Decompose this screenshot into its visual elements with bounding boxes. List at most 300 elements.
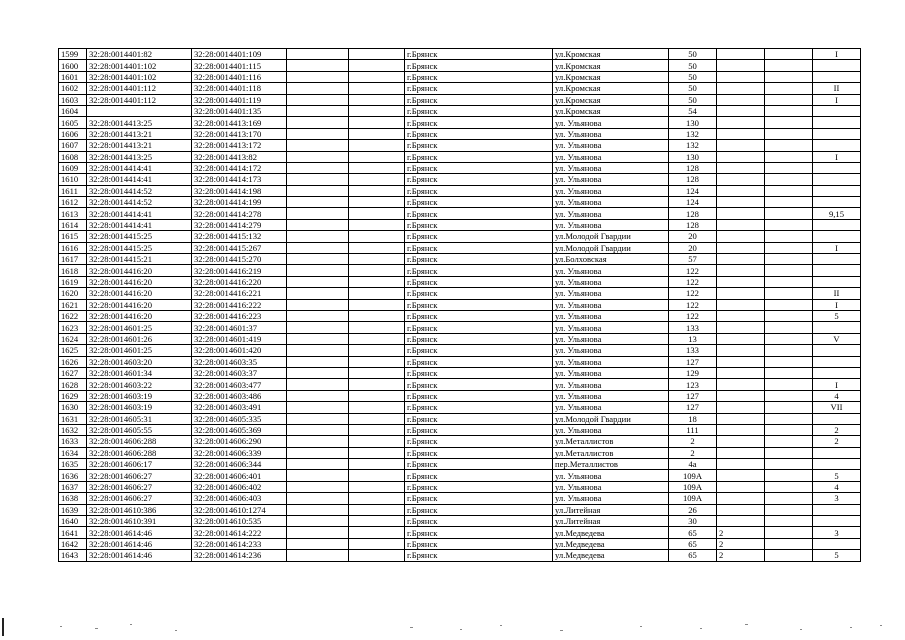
building-number (717, 288, 765, 299)
house-number: 20 (669, 242, 717, 253)
empty-cell (287, 151, 349, 162)
cadastral-parent: 32:28:0014601:26 (87, 333, 192, 344)
building-number (717, 105, 765, 116)
row-number: 1639 (59, 504, 87, 515)
row-number: 1624 (59, 333, 87, 344)
empty-cell (287, 231, 349, 242)
city-name: г.Брянск (405, 151, 553, 162)
table-row (59, 83, 861, 94)
building-number: 2 (717, 527, 765, 538)
empty-cell (765, 60, 813, 71)
empty-cell (349, 140, 405, 151)
empty-cell (287, 60, 349, 71)
table-row (59, 162, 861, 173)
empty-cell (287, 367, 349, 378)
empty-cell (765, 117, 813, 128)
table-row (59, 219, 861, 230)
row-number: 1604 (59, 105, 87, 116)
empty-cell (349, 208, 405, 219)
house-number: 129 (669, 367, 717, 378)
building-number (717, 49, 765, 60)
building-number (717, 117, 765, 128)
empty-cell (349, 436, 405, 447)
empty-cell (287, 219, 349, 230)
building-number (717, 128, 765, 139)
city-name: г.Брянск (405, 550, 553, 561)
cadastral-number: 32:28:0014603:477 (192, 379, 287, 390)
building-number (717, 424, 765, 435)
street-name: ул. Ульянова (553, 310, 669, 321)
empty-cell (349, 379, 405, 390)
table-row (59, 550, 861, 561)
building-number (717, 140, 765, 151)
table-row (59, 516, 861, 527)
house-number: 128 (669, 219, 717, 230)
cadastral-parent: 32:28:0014416:20 (87, 310, 192, 321)
cadastral-number: 32:28:0014414:173 (192, 174, 287, 185)
house-number: 127 (669, 390, 717, 401)
empty-cell (349, 94, 405, 105)
house-number: 127 (669, 402, 717, 413)
room-mark: I (813, 49, 861, 60)
empty-cell (349, 162, 405, 173)
table-row (59, 105, 861, 116)
cadastral-parent: 32:28:0014414:41 (87, 208, 192, 219)
city-name: г.Брянск (405, 459, 553, 470)
empty-cell (349, 310, 405, 321)
house-number: 122 (669, 276, 717, 287)
city-name: г.Брянск (405, 322, 553, 333)
building-number (717, 208, 765, 219)
house-number: 30 (669, 516, 717, 527)
cadastral-number: 32:28:0014401:118 (192, 83, 287, 94)
building-number (717, 299, 765, 310)
street-name: ул. Ульянова (553, 140, 669, 151)
room-mark (813, 254, 861, 265)
empty-cell (765, 288, 813, 299)
city-name: г.Брянск (405, 516, 553, 527)
cadastral-number: 32:28:0014605:335 (192, 413, 287, 424)
cadastral-parent: 32:28:0014415:25 (87, 242, 192, 253)
empty-cell (287, 538, 349, 549)
house-number: 50 (669, 83, 717, 94)
table-row (59, 49, 861, 60)
row-number: 1603 (59, 94, 87, 105)
house-number: 109А (669, 481, 717, 492)
row-number: 1608 (59, 151, 87, 162)
empty-cell (287, 94, 349, 105)
empty-cell (765, 185, 813, 196)
room-mark: I (813, 151, 861, 162)
cadastral-number: 32:28:0014413:169 (192, 117, 287, 128)
empty-cell (349, 276, 405, 287)
room-mark (813, 185, 861, 196)
row-number: 1626 (59, 356, 87, 367)
street-name: ул. Ульянова (553, 208, 669, 219)
city-name: г.Брянск (405, 402, 553, 413)
empty-cell (765, 493, 813, 504)
house-number: 13 (669, 333, 717, 344)
building-number (717, 231, 765, 242)
empty-cell (349, 333, 405, 344)
street-name: ул.Медведева (553, 550, 669, 561)
empty-cell (349, 493, 405, 504)
street-name: ул. Ульянова (553, 197, 669, 208)
city-name: г.Брянск (405, 367, 553, 378)
empty-cell (765, 379, 813, 390)
city-name: г.Брянск (405, 71, 553, 82)
building-number (717, 402, 765, 413)
cadastral-parent: 32:28:0014414:52 (87, 185, 192, 196)
street-name: ул. Ульянова (553, 128, 669, 139)
table-body (59, 49, 861, 562)
building-number (717, 265, 765, 276)
empty-cell (349, 481, 405, 492)
room-mark (813, 516, 861, 527)
building-number (717, 174, 765, 185)
building-number (717, 322, 765, 333)
street-name: ул. Ульянова (553, 379, 669, 390)
room-mark (813, 322, 861, 333)
cadastral-parent: 32:28:0014414:41 (87, 162, 192, 173)
table-row (59, 424, 861, 435)
cadastral-number: 32:28:0014416:220 (192, 276, 287, 287)
cadastral-number: 32:28:0014603:491 (192, 402, 287, 413)
cadastral-parent: 32:28:0014414:41 (87, 174, 192, 185)
room-mark (813, 265, 861, 276)
table-row (59, 379, 861, 390)
cadastral-number: 32:28:0014614:222 (192, 527, 287, 538)
street-name: ул. Ульянова (553, 367, 669, 378)
table-row (59, 367, 861, 378)
empty-cell (287, 288, 349, 299)
empty-cell (349, 242, 405, 253)
room-mark (813, 219, 861, 230)
city-name: г.Брянск (405, 197, 553, 208)
cadastral-number: 32:28:0014416:221 (192, 288, 287, 299)
row-number: 1609 (59, 162, 87, 173)
table-row (59, 151, 861, 162)
street-name: ул.Кромская (553, 49, 669, 60)
building-number (717, 470, 765, 481)
city-name: г.Брянск (405, 49, 553, 60)
city-name: г.Брянск (405, 276, 553, 287)
city-name: г.Брянск (405, 162, 553, 173)
street-name: ул. Ульянова (553, 493, 669, 504)
room-mark: I (813, 379, 861, 390)
row-number: 1615 (59, 231, 87, 242)
street-name: ул.Молодой Гвардии (553, 231, 669, 242)
table-row (59, 174, 861, 185)
building-number (717, 413, 765, 424)
empty-cell (349, 60, 405, 71)
street-name: ул. Ульянова (553, 322, 669, 333)
city-name: г.Брянск (405, 117, 553, 128)
building-number (717, 436, 765, 447)
room-mark: 2 (813, 424, 861, 435)
city-name: г.Брянск (405, 94, 553, 105)
empty-cell (287, 117, 349, 128)
row-number: 1637 (59, 481, 87, 492)
house-number: 122 (669, 265, 717, 276)
room-mark (813, 231, 861, 242)
room-mark (813, 413, 861, 424)
cadastral-parent: 32:28:0014401:112 (87, 94, 192, 105)
row-number: 1618 (59, 265, 87, 276)
cadastral-parent: 32:28:0014414:52 (87, 197, 192, 208)
city-name: г.Брянск (405, 436, 553, 447)
empty-cell (765, 424, 813, 435)
building-number (717, 310, 765, 321)
street-name: ул. Ульянова (553, 345, 669, 356)
city-name: г.Брянск (405, 242, 553, 253)
empty-cell (349, 390, 405, 401)
street-name: ул. Ульянова (553, 117, 669, 128)
empty-cell (287, 402, 349, 413)
street-name: пер.Металлистов (553, 459, 669, 470)
table-row (59, 345, 861, 356)
house-number: 133 (669, 322, 717, 333)
house-number: 20 (669, 231, 717, 242)
house-number: 124 (669, 185, 717, 196)
city-name: г.Брянск (405, 254, 553, 265)
empty-cell (287, 185, 349, 196)
empty-cell (765, 83, 813, 94)
street-name: ул.Медведева (553, 538, 669, 549)
row-number: 1613 (59, 208, 87, 219)
empty-cell (765, 436, 813, 447)
empty-cell (765, 345, 813, 356)
building-number (717, 367, 765, 378)
city-name: г.Брянск (405, 310, 553, 321)
building-number (717, 254, 765, 265)
street-name: ул. Ульянова (553, 299, 669, 310)
room-mark (813, 276, 861, 287)
cadastral-number: 32:28:0014606:403 (192, 493, 287, 504)
building-number (717, 151, 765, 162)
building-number (717, 459, 765, 470)
row-number: 1634 (59, 447, 87, 458)
street-name: ул.Литейная (553, 504, 669, 515)
empty-cell (349, 322, 405, 333)
building-number (717, 504, 765, 515)
table-row (59, 299, 861, 310)
cadastral-number: 32:28:0014614:233 (192, 538, 287, 549)
empty-cell (765, 413, 813, 424)
building-number (717, 447, 765, 458)
property-register-table (58, 48, 861, 562)
empty-cell (287, 447, 349, 458)
row-number: 1631 (59, 413, 87, 424)
table-row (59, 538, 861, 549)
room-mark (813, 71, 861, 82)
house-number: 57 (669, 254, 717, 265)
city-name: г.Брянск (405, 299, 553, 310)
empty-cell (287, 493, 349, 504)
room-mark (813, 128, 861, 139)
empty-cell (349, 265, 405, 276)
house-number: 50 (669, 49, 717, 60)
cadastral-number: 32:28:0014401:119 (192, 94, 287, 105)
row-number: 1623 (59, 322, 87, 333)
table-row (59, 185, 861, 196)
row-number: 1642 (59, 538, 87, 549)
city-name: г.Брянск (405, 424, 553, 435)
cadastral-parent: 32:28:0014603:22 (87, 379, 192, 390)
city-name: г.Брянск (405, 379, 553, 390)
house-number: 122 (669, 288, 717, 299)
empty-cell (765, 527, 813, 538)
empty-cell (287, 345, 349, 356)
street-name: ул. Ульянова (553, 424, 669, 435)
empty-cell (349, 288, 405, 299)
street-name: ул.Кромская (553, 83, 669, 94)
city-name: г.Брянск (405, 185, 553, 196)
empty-cell (765, 322, 813, 333)
cadastral-parent: 32:28:0014606:27 (87, 470, 192, 481)
empty-cell (287, 527, 349, 538)
empty-cell (765, 447, 813, 458)
room-mark: I (813, 94, 861, 105)
house-number: 130 (669, 151, 717, 162)
cadastral-number: 32:28:0014606:402 (192, 481, 287, 492)
street-name: ул.Медведева (553, 527, 669, 538)
empty-cell (349, 49, 405, 60)
street-name: ул. Ульянова (553, 356, 669, 367)
cadastral-parent: 32:28:0014413:25 (87, 117, 192, 128)
city-name: г.Брянск (405, 60, 553, 71)
table-row (59, 276, 861, 287)
empty-cell (287, 105, 349, 116)
empty-cell (349, 231, 405, 242)
empty-cell (349, 447, 405, 458)
street-name: ул.Литейная (553, 516, 669, 527)
house-number: 127 (669, 356, 717, 367)
empty-cell (765, 242, 813, 253)
cadastral-parent: 32:28:0014416:20 (87, 299, 192, 310)
row-number: 1599 (59, 49, 87, 60)
cadastral-parent (87, 105, 192, 116)
cadastral-number: 32:28:0014605:369 (192, 424, 287, 435)
empty-cell (765, 276, 813, 287)
cadastral-number: 32:28:0014606:344 (192, 459, 287, 470)
house-number: 124 (669, 197, 717, 208)
empty-cell (349, 413, 405, 424)
row-number: 1600 (59, 60, 87, 71)
table-row (59, 527, 861, 538)
empty-cell (765, 219, 813, 230)
cadastral-parent: 32:28:0014415:25 (87, 231, 192, 242)
building-number (717, 60, 765, 71)
street-name: ул. Ульянова (553, 219, 669, 230)
house-number: 128 (669, 208, 717, 219)
street-name: ул.Кромская (553, 94, 669, 105)
cadastral-parent: 32:28:0014401:112 (87, 83, 192, 94)
cadastral-number: 32:28:0014414:278 (192, 208, 287, 219)
empty-cell (349, 174, 405, 185)
empty-cell (765, 310, 813, 321)
empty-cell (287, 197, 349, 208)
empty-cell (349, 197, 405, 208)
cadastral-number: 32:28:0014415:132 (192, 231, 287, 242)
empty-cell (765, 299, 813, 310)
building-number (717, 219, 765, 230)
cadastral-number: 32:28:0014413:170 (192, 128, 287, 139)
house-number: 26 (669, 504, 717, 515)
house-number: 128 (669, 162, 717, 173)
city-name: г.Брянск (405, 265, 553, 276)
empty-cell (765, 128, 813, 139)
empty-cell (287, 310, 349, 321)
empty-cell (287, 481, 349, 492)
empty-cell (349, 219, 405, 230)
building-number (717, 356, 765, 367)
cadastral-parent: 32:28:0014413:21 (87, 140, 192, 151)
table-row (59, 459, 861, 470)
cadastral-parent: 32:28:0014614:46 (87, 527, 192, 538)
room-mark: 9,15 (813, 208, 861, 219)
building-number (717, 276, 765, 287)
house-number: 122 (669, 310, 717, 321)
cadastral-number: 32:28:0014601:419 (192, 333, 287, 344)
empty-cell (765, 550, 813, 561)
empty-cell (765, 481, 813, 492)
city-name: г.Брянск (405, 105, 553, 116)
cadastral-number: 32:28:0014415:267 (192, 242, 287, 253)
street-name: ул. Ульянова (553, 481, 669, 492)
empty-cell (349, 459, 405, 470)
table-row (59, 333, 861, 344)
house-number: 133 (669, 345, 717, 356)
table-row (59, 140, 861, 151)
city-name: г.Брянск (405, 231, 553, 242)
empty-cell (765, 356, 813, 367)
cadastral-parent: 32:28:0014601:25 (87, 345, 192, 356)
house-number: 18 (669, 413, 717, 424)
city-name: г.Брянск (405, 481, 553, 492)
empty-cell (765, 105, 813, 116)
row-number: 1635 (59, 459, 87, 470)
building-number (717, 83, 765, 94)
cadastral-parent: 32:28:0014606:288 (87, 447, 192, 458)
cadastral-parent: 32:28:0014414:41 (87, 219, 192, 230)
empty-cell (765, 459, 813, 470)
street-name: ул. Ульянова (553, 174, 669, 185)
empty-cell (287, 436, 349, 447)
street-name: ул.Металлистов (553, 447, 669, 458)
building-number (717, 345, 765, 356)
empty-cell (765, 333, 813, 344)
cadastral-number: 32:28:0014414:198 (192, 185, 287, 196)
empty-cell (349, 424, 405, 435)
cadastral-parent: 32:28:0014416:20 (87, 276, 192, 287)
cadastral-parent: 32:28:0014601:34 (87, 367, 192, 378)
cadastral-parent: 32:28:0014413:25 (87, 151, 192, 162)
empty-cell (287, 470, 349, 481)
room-mark: 2 (813, 436, 861, 447)
building-number (717, 185, 765, 196)
table-row (59, 356, 861, 367)
room-mark: V (813, 333, 861, 344)
cadastral-number: 32:28:0014614:236 (192, 550, 287, 561)
row-number: 1606 (59, 128, 87, 139)
row-number: 1629 (59, 390, 87, 401)
city-name: г.Брянск (405, 390, 553, 401)
empty-cell (287, 424, 349, 435)
empty-cell (765, 49, 813, 60)
empty-cell (287, 83, 349, 94)
street-name: ул. Ульянова (553, 185, 669, 196)
